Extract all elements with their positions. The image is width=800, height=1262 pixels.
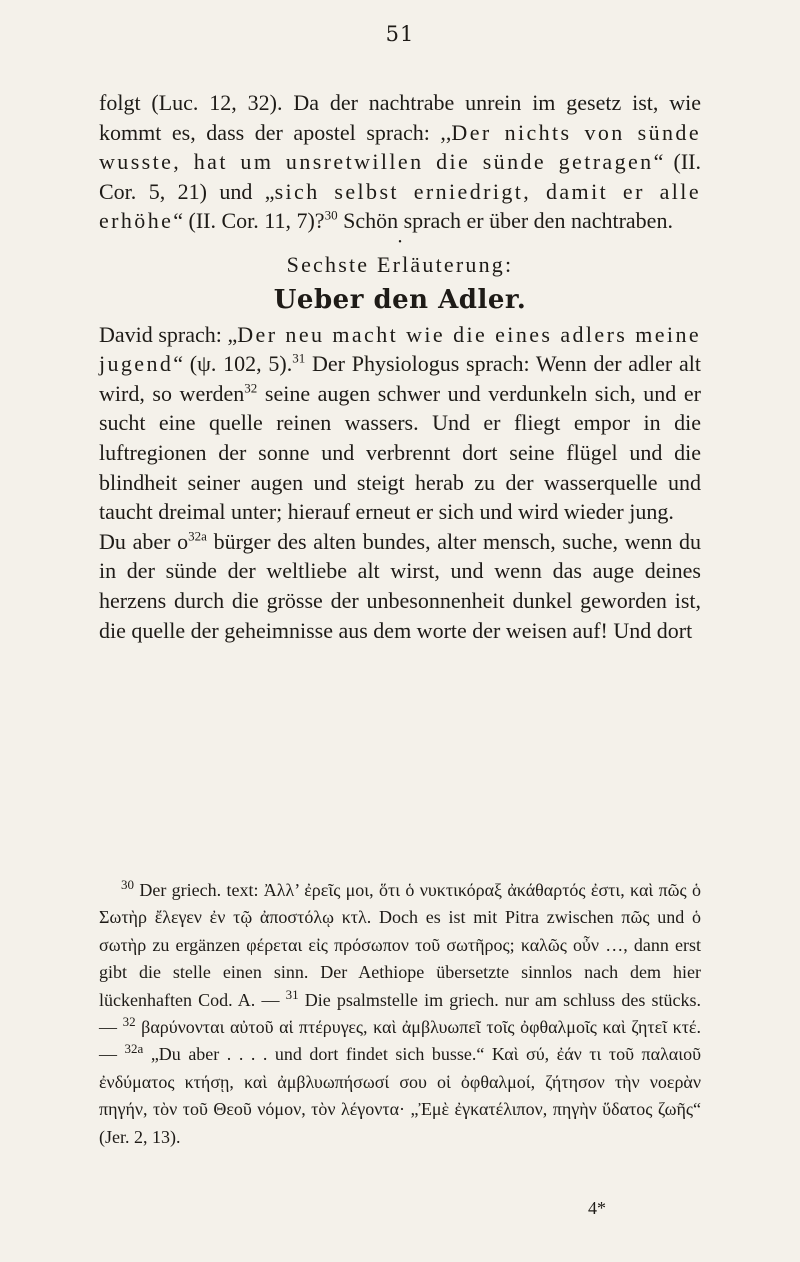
text-run: Du aber o bbox=[99, 528, 189, 554]
footnote-text-32: βαρύνονται αὐτοῦ αἱ πτέρυγες, καὶ ἀμβλυωπεῖ τοῖς ὀφθαλμοῖς καὶ ζητεῖ κτέ. — bbox=[99, 1017, 701, 1065]
paragraph-du-aber bbox=[99, 527, 701, 645]
text-run: “ (II. Cor. 11, 7)? bbox=[173, 208, 325, 234]
text-run: David sprach: „ bbox=[99, 321, 238, 347]
spaced-quote: Der nichts von sünde wusste, hat um unsretwillen die sünde getragen bbox=[99, 119, 701, 175]
spaced-quote: Der neu macht wie die eines adlers meine jugend bbox=[99, 321, 702, 377]
footnote-ref-30[interactable]: 30 bbox=[324, 208, 338, 224]
footnote-text-31: Die psalmstelle im griech. nur am schluss des stücks. — bbox=[99, 989, 701, 1038]
section-mark: • bbox=[398, 236, 402, 248]
section-title: Ueber den Adler. bbox=[273, 284, 527, 315]
footnote-ref-32[interactable]: 32 bbox=[244, 380, 258, 396]
text-run: bürger des alten bundes, alter mensch, suche, wenn du in der sünde der weltliebe alt wirst, und wenn das auge deines herzens durch die grösse der unbesonnenheit dunkel geworden ist, die quelle der geheimnisse aus dem worte der weisen auf! Und dort bbox=[99, 528, 702, 643]
text-run: Der Physiologus sprach: Wenn der adler alt wird, so werden bbox=[99, 351, 701, 406]
footnote-block bbox=[99, 877, 701, 1151]
footnotes bbox=[99, 877, 701, 1151]
text-run: seine augen schwer und verdunkeln sich, und er sucht eine quelle reinen wassers. Und er fliegt empor in die luftregionen der sonne und verbrennt dort seine flügel und die blindheit seiner augen und steigt herab zu der wasserquelle und taucht dreimal unter; hierauf erneut er sich und wird wieder jung. bbox=[99, 380, 701, 525]
footnote-ref-32a[interactable]: 32a bbox=[188, 528, 207, 544]
footnote-ref-31[interactable]: 31 bbox=[292, 350, 306, 366]
page-number: 51 bbox=[385, 22, 415, 46]
paragraph-nachtrabe-conclusion bbox=[99, 88, 701, 236]
text-run: “ (II. Cor. 5, 21) und „ bbox=[99, 149, 702, 204]
text-run: folgt (Luc. 12, 32). Da der nachtrabe unrein im gesetz ist, wie kommt es, dass der apostel sprach: ,, bbox=[99, 90, 701, 145]
footnote-num-32: 32 bbox=[122, 1014, 136, 1030]
section-heading: Sechste Erläuterung: bbox=[286, 251, 514, 277]
footnote-num-30: 30 bbox=[121, 877, 134, 892]
signature-mark: 4* bbox=[588, 1198, 606, 1218]
text-run: Schön sprach er über den nachtraben. bbox=[337, 208, 673, 234]
spaced-quote: sich selbst erniedrigt, damit er alle erhöhe bbox=[99, 178, 701, 234]
main-text bbox=[99, 88, 701, 645]
footnote-text-30: Der griech. text: Ἀλλ’ ἐρεῖς μοι, ὅτι ὁ νυκτικόραξ ἀκάθαρτός ἐστι, καὶ πῶς ὁ Σωτὴρ ἔλεγεν ἐν τῷ ἀποστόλῳ κτλ. Doch es ist mit Pitra zwischen πῶς und ὁ σωτὴρ zu ergänzen φέρεται εἰς πρόσωπον τοῦ σωτῆρος; καλῶς οὖν …, dann erst gibt die stelle einen sinn. Der Aethiope übersetzte sinnlos nach dem hier lückenhaften Cod. A. — bbox=[99, 880, 701, 1010]
paragraph-adler bbox=[99, 320, 701, 527]
footnote-text-32a: „Du aber . . . . und dort findet sich busse.“ Καὶ σύ, ἐάν τι τοῦ παλαιοῦ ἐνδύματος κτήσῃ, καὶ ἀμβλυωπήσωσί σου οἱ ὀφθαλμοί, ζήτησον τὴν νοερὰν πηγήν, τὸν τοῦ Θεοῦ νόμον, τὸν λέγοντα· „Ἐμὲ ἐγκατέλιπον, πηγὴν ὕδατος ζωῆς“ (Jer. 2, 13). bbox=[99, 1044, 701, 1147]
footnote-num-32a: 32a bbox=[124, 1041, 144, 1057]
text-run: “ (ψ. 102, 5). bbox=[173, 351, 293, 377]
footnote-num-31: 31 bbox=[285, 986, 299, 1002]
